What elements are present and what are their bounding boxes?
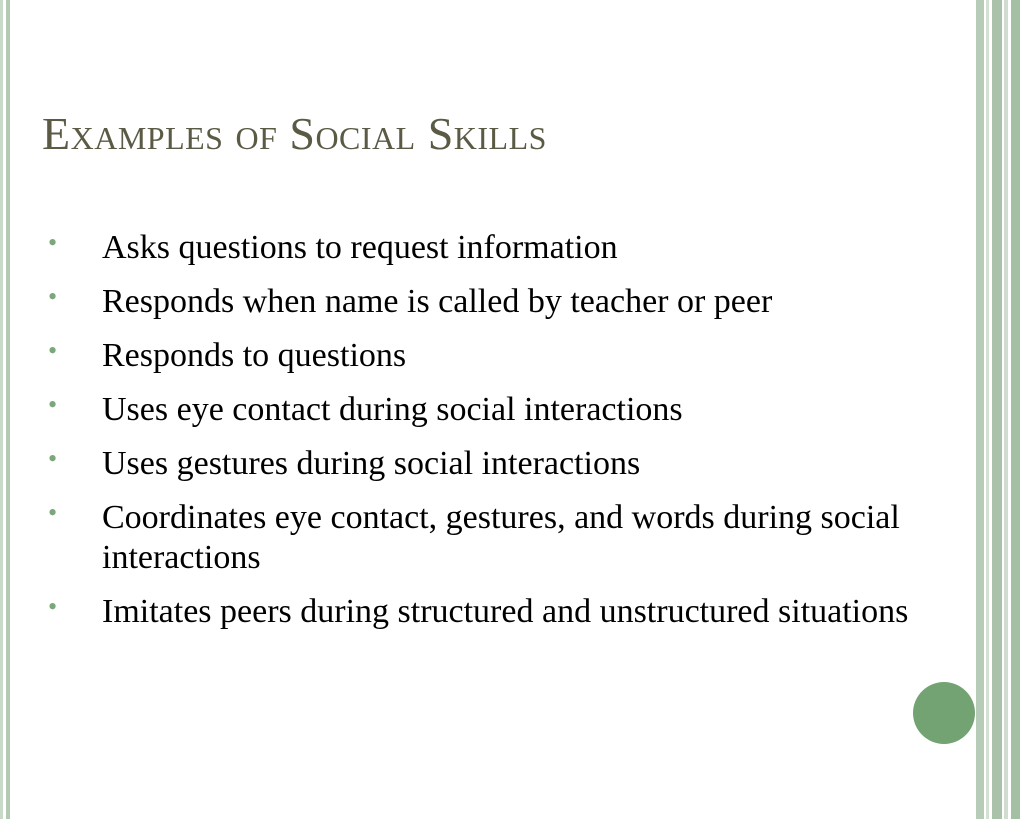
bullet-icon: • xyxy=(48,390,58,419)
right-border-stripe xyxy=(976,0,984,819)
bullet-text: Asks questions to request information xyxy=(102,229,618,266)
bullet-item xyxy=(46,444,956,484)
bullet-icon: • xyxy=(48,336,58,365)
right-border-stripe xyxy=(992,0,1002,819)
bullet-text: Imitates peers during structured and unstructured situations xyxy=(102,593,909,630)
bullet-item xyxy=(46,228,956,268)
right-border-stripe xyxy=(1004,0,1008,819)
bullet-icon: • xyxy=(48,444,58,473)
bullet-item xyxy=(46,336,956,376)
bullet-item xyxy=(46,592,956,632)
bullet-text: Responds to questions xyxy=(102,337,407,374)
decorative-circle xyxy=(913,682,975,744)
bullet-item xyxy=(46,498,956,578)
bullet-text: Coordinates eye contact, gestures, and words during social interactions xyxy=(102,499,900,576)
bullet-icon: • xyxy=(48,282,58,311)
right-border-stripe xyxy=(1011,0,1020,819)
bullet-text: Responds when name is called by teacher or peer xyxy=(102,283,773,320)
left-border-stripe xyxy=(0,0,3,819)
bullet-text: Uses eye contact during social interactions xyxy=(102,391,683,428)
bullet-item xyxy=(46,390,956,430)
bullet-text: Uses gestures during social interactions xyxy=(102,445,641,482)
left-border-stripe xyxy=(6,0,10,819)
bullet-icon: • xyxy=(48,228,58,257)
right-border-stripe xyxy=(986,0,989,819)
bullet-list xyxy=(46,228,956,646)
bullet-icon: • xyxy=(48,498,58,527)
slide-title: Examples of Social Skills xyxy=(42,108,547,159)
bullet-icon: • xyxy=(48,592,58,621)
bullet-item xyxy=(46,282,956,322)
